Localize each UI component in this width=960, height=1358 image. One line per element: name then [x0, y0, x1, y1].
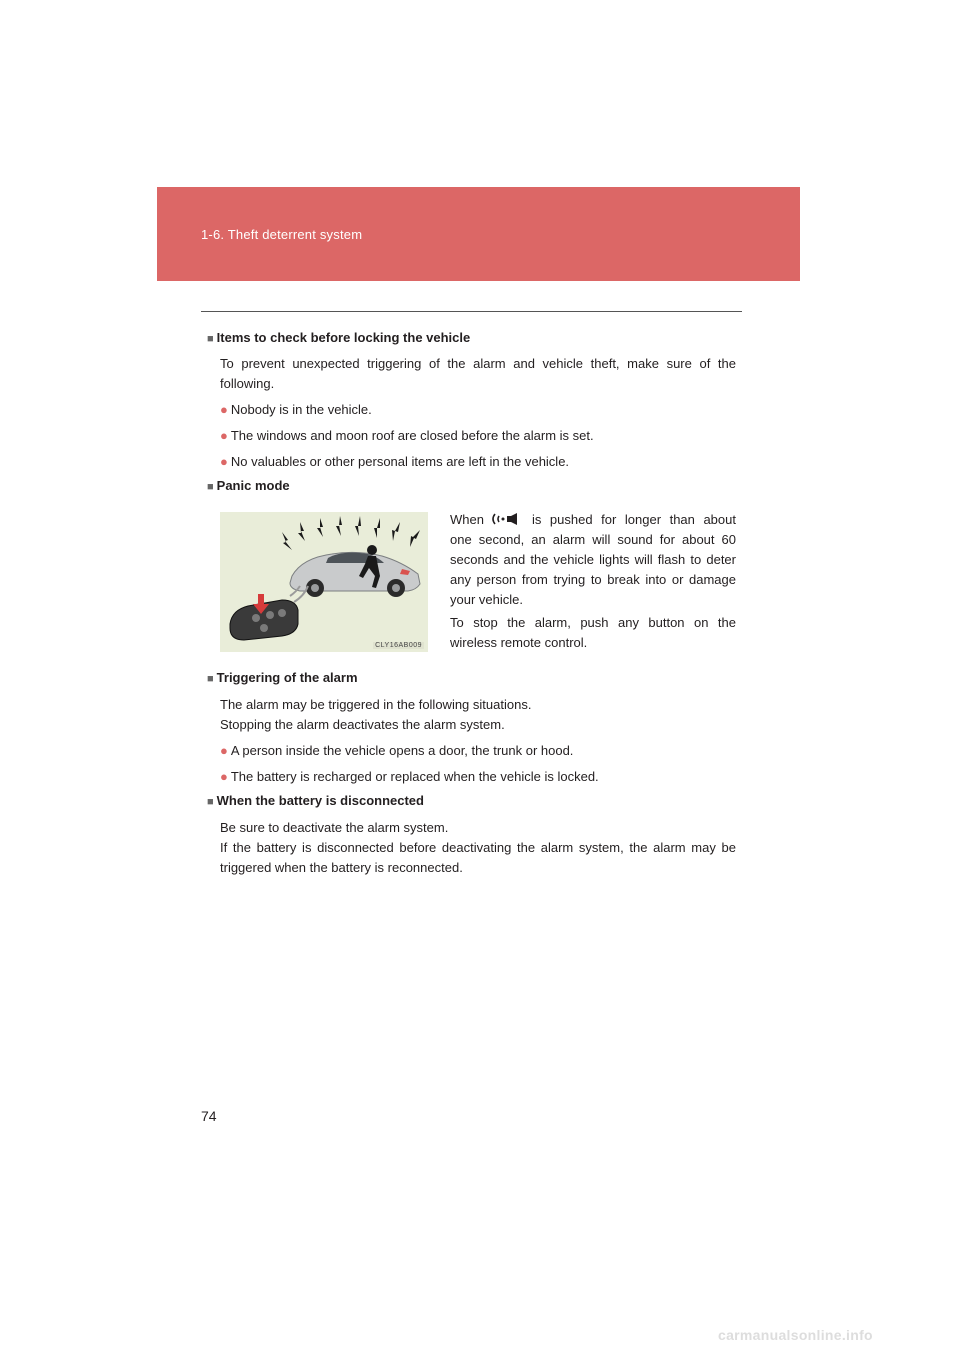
battery-line-1: Be sure to deactivate the alarm system.	[220, 820, 449, 835]
black-square-icon: ■	[207, 481, 214, 493]
heading-items-to-check: ■ Items to check before locking the vehicle	[207, 330, 471, 345]
circle-bullet-icon: ●	[220, 769, 228, 784]
heading-triggering: ■ Triggering of the alarm	[207, 670, 358, 685]
divider	[201, 311, 742, 312]
circle-bullet-icon: ●	[220, 428, 228, 443]
list-item: ● No valuables or other personal items are left in the vehicle.	[220, 454, 570, 469]
panic-description: When is pushed for longer than about one second, an alarm will sound for about 60 seconds and the vehicle lights will flash to deter any person from trying to break into or damage your vehicle.	[450, 512, 736, 607]
triggering-line-1: The alarm may be triggered in the following situations.	[220, 697, 532, 712]
car-alarm-illustration	[220, 512, 428, 652]
intro-paragraph: To prevent unexpected triggering of the alarm and vehicle theft, make sure of the following.	[220, 356, 736, 391]
list-item: ● The windows and moon roof are closed before the alarm is set.	[220, 428, 594, 443]
black-square-icon: ■	[207, 333, 214, 345]
panic-stop-instruction: To stop the alarm, push any button on the wireless remote control.	[450, 615, 736, 650]
panic-mode-illustration	[220, 512, 428, 652]
panic-alarm-icon	[487, 512, 529, 526]
circle-bullet-icon: ●	[220, 743, 228, 758]
alarm-bolts	[282, 516, 420, 550]
list-item: ● The battery is recharged or replaced when the vehicle is locked.	[220, 769, 599, 784]
heading-panic-mode: ■ Panic mode	[207, 478, 290, 493]
section-title: 1-6. Theft deterrent system	[201, 227, 363, 242]
battery-line-2: If the battery is disconnected before deactivating the alarm system, the alarm may be triggered when the battery is reconnected.	[220, 840, 736, 875]
figure-code: CLY16AB009	[375, 642, 422, 649]
circle-bullet-icon: ●	[220, 402, 228, 417]
black-square-icon: ■	[207, 673, 214, 685]
circle-bullet-icon: ●	[220, 454, 228, 469]
triggering-line-2: Stopping the alarm deactivates the alarm system.	[220, 717, 505, 732]
remote-key-illustration	[230, 586, 308, 640]
black-square-icon: ■	[207, 796, 214, 808]
page-number: 74	[201, 1108, 217, 1124]
watermark: carmanualsonline.info	[718, 1327, 873, 1343]
heading-battery-disconnected: ■ When the battery is disconnected	[207, 793, 424, 808]
list-item: ● Nobody is in the vehicle.	[220, 402, 372, 417]
list-item: ● A person inside the vehicle opens a door, the trunk or hood.	[220, 743, 574, 758]
